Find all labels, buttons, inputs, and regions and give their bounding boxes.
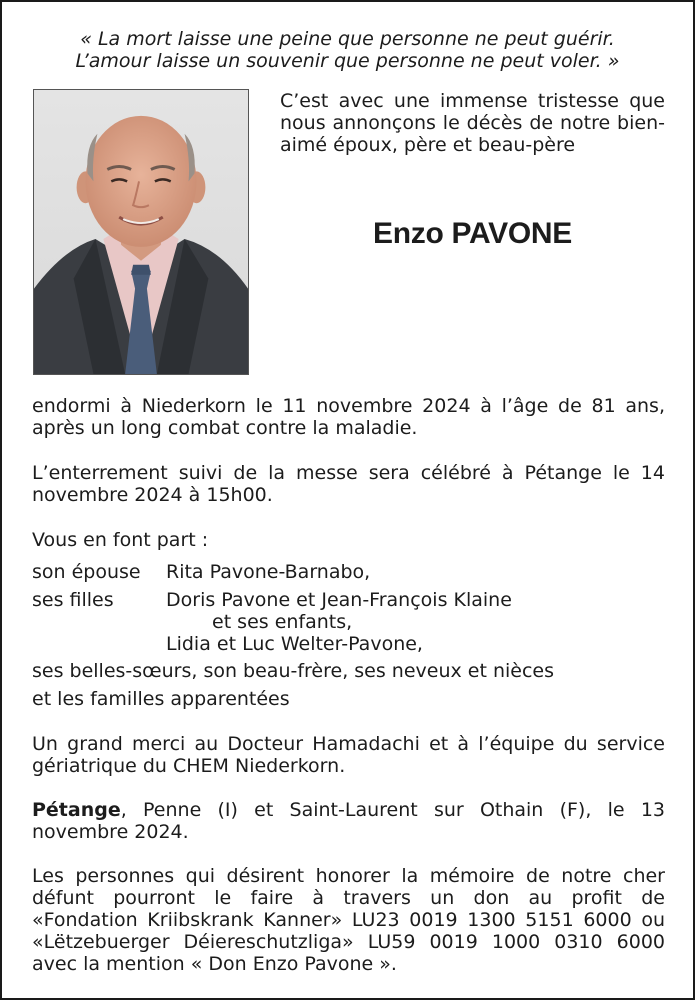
place-rest: , Penne (I) et Saint-Laurent sur Othain (F), le 13 novembre 2024.: [32, 799, 665, 843]
thanks-note: Un grand merci au Docteur Hamadachi et à l’équipe du service gériatrique du CHEM Niederkorn.: [32, 733, 665, 777]
place-and-date: [32, 799, 665, 843]
spouse-row: [32, 561, 370, 583]
related-families: et les familles apparentées: [32, 688, 290, 710]
donation-line-1: Les personnes qui désirent honorer la mémoire de notre cher: [32, 865, 665, 887]
epigraph-quote: [32, 28, 663, 72]
donation-line-2: défunt pourront le faire à travers un don au profit de: [32, 887, 665, 909]
funeral-details: L’enterrement suivi de la messe sera célébré à Pétange le 14 novembre 2024 à 15h00.: [32, 462, 665, 506]
daughter-1: Doris Pavone et Jean-François Klaine: [166, 589, 512, 611]
daughters-row: [32, 589, 512, 611]
donation-line-5: avec la mention « Don Enzo Pavone ».: [32, 953, 397, 975]
quote-line-1: « La mort laisse une peine que personne ne peut guérir.: [80, 28, 615, 50]
daughter-2: Lidia et Luc Welter-Pavone,: [166, 633, 423, 655]
portrait-photo: [33, 89, 249, 375]
donation-line-4: «Lëtzebuerger Déiereschutzliga» LU59 0019 1000 0310 6000: [32, 931, 665, 953]
announcement-intro: C’est avec une immense tristesse que nous annonçons le décès de notre bien-aimé époux, père et beau-père: [280, 90, 665, 156]
spouse-name: Rita Pavone-Barnabo,: [166, 561, 371, 583]
donation-note: [32, 865, 665, 975]
portrait-illustration: [34, 90, 248, 374]
place-name: Pétange: [32, 799, 121, 821]
other-relatives: ses belles-sœurs, son beau-frère, ses neveux et nièces: [32, 660, 555, 682]
daughters-label: ses filles: [32, 589, 114, 611]
donation-line-3: «Fondation Kriibskrank Kanner» LU23 0019 1300 5151 6000 ou: [32, 909, 665, 931]
family-intro: Vous en font part :: [32, 529, 209, 551]
death-details: endormi à Niederkorn le 11 novembre 2024 à l’âge de 81 ans, après un long combat contre la maladie.: [32, 395, 665, 439]
daughter-1-children: et ses enfants,: [212, 611, 353, 633]
deceased-name: Enzo PAVONE: [373, 217, 572, 250]
spouse-label: son épouse: [32, 561, 141, 583]
quote-line-2: L’amour laisse un souvenir que personne ne peut voler. »: [75, 50, 620, 72]
